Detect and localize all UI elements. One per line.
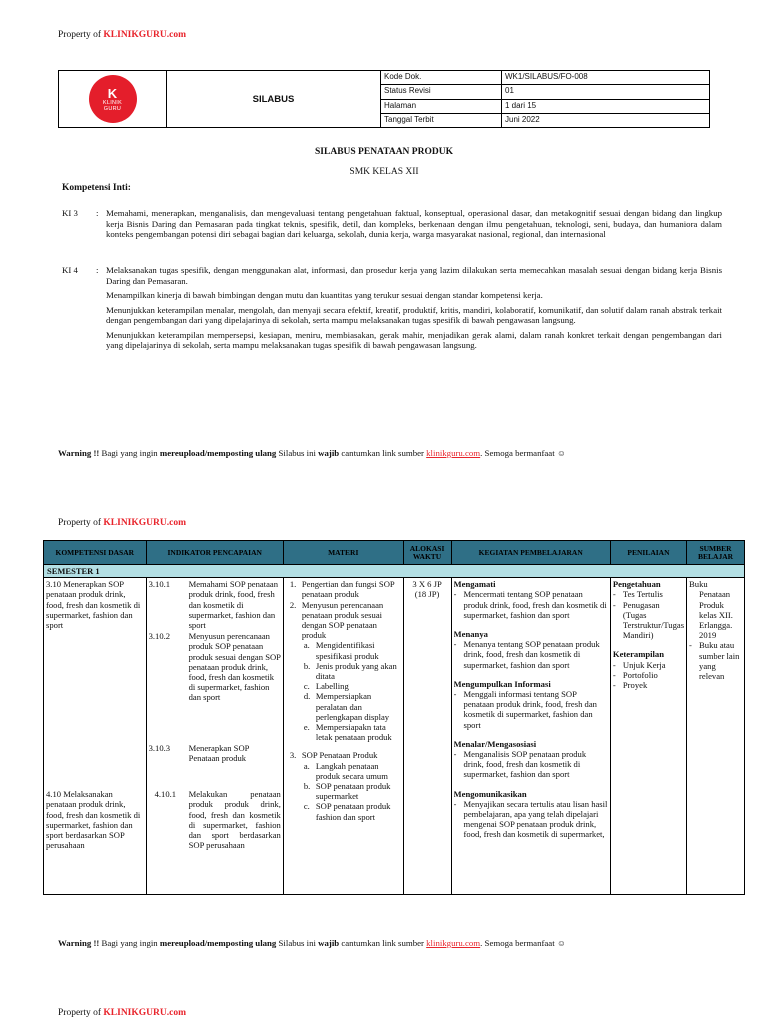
materi-subitem: b. Jenis produk yang akan ditata [303, 660, 397, 682]
penilaian-item: - Proyek [612, 680, 648, 691]
meta-key: Status Revisi [381, 85, 502, 98]
property-line-middle: Property of KLINIKGURU.com [58, 518, 186, 528]
meta-value: WK1/SILABUS/FO-008 [505, 72, 588, 81]
materi-subitem: d. Mempersiapkan peralatan dan perlengkapan display [303, 691, 390, 722]
sumber-item: Penataan Produk kelas XII. Erlangga. 2019 [699, 589, 733, 641]
penilaian-item: - Penugasan (Tugas Terstruktur/Tugas Mandiri) [612, 599, 685, 641]
document-header [58, 70, 710, 128]
klinikguru-logo: K KLINIK GURU [89, 75, 137, 123]
materi-subitem: c. SOP penataan produk fashion dan sport [303, 801, 391, 822]
alokasi-value: 3 X 6 JP [412, 579, 442, 590]
sumber-item: - Buku atau sumber lain yang relevan [689, 640, 740, 682]
property-line-bottom: Property of KLINIKGURU.com [58, 1008, 186, 1018]
materi-item: 3. SOP Penataan Produk [289, 750, 378, 761]
kegiatan-heading: Menalar/Mengasosiasi [453, 738, 537, 749]
meta-key: Tanggal Terbit [381, 114, 502, 127]
warning-line: Warning !! Bagi yang ingin mereupload/memposting ulang Silabus ini wajib cantumkan link sumber klinikguru.com. Semoga bermanfaat ☺ [58, 938, 566, 948]
header-meta [381, 71, 709, 127]
alokasi-value: (18 JP) [414, 589, 440, 600]
ip-item: 4.10.1 Melakukan penataan produk produk drink, food, fresh dan kosmetik di supermarket, fashion dan sport berdasarkan SOP perusahaan [154, 789, 281, 851]
semester-row: SEMESTER 1 [44, 565, 745, 578]
col-header: KOMPETENSI DASAR [44, 541, 147, 565]
source-link[interactable]: klinikguru.com [426, 938, 481, 948]
meta-value: 01 [505, 86, 514, 96]
materi-subitem: a. Langkah penataan produk secara umum [303, 760, 388, 781]
kegiatan-heading: Mengamati [453, 579, 496, 590]
penilaian-item: - Portofolio [612, 669, 658, 680]
table-row [44, 578, 745, 895]
logo-cell [59, 71, 167, 127]
property-line-top: Property of KLINIKGURU.com [58, 30, 186, 40]
kd-item: 4.10 Melaksanakan penataan produk drink, food, fresh dan kosmetik di supermarket, fashion dan sport berdasarkan SOP perusahaan [46, 789, 141, 851]
ki-label: KI 4 [62, 265, 78, 275]
meta-key: Halaman [381, 100, 502, 113]
ki-paragraph: Menampilkan kinerja di bawah bimbingan dengan mutu dan kuantitas yang terukur sesuai dengan standar kompetensi kerja. [106, 290, 543, 300]
meta-value: Juni 2022 [505, 114, 540, 124]
materi-subitem: a. Mengidentifikasi spesifikasi produk [303, 640, 379, 661]
kegiatan-item: - Mencermati tentang SOP penataan produk drink, food, fresh dan kosmetik di supermarket, fashion dan sport [453, 589, 607, 620]
source-link[interactable]: klinikguru.com [426, 448, 481, 458]
col-header: SUMBER BELAJAR [687, 541, 745, 565]
materi-subitem: c. Labelling [303, 681, 349, 692]
kegiatan-item: - Menganalisis SOP penataan produk drink, food, fresh dan kosmetik di supermarket, fashion dan sport [453, 749, 587, 780]
meta-key: Kode Dok. [381, 71, 502, 84]
col-header: PENILAIAN [610, 541, 686, 565]
ki-paragraph: Menunjukkan keterampilan mempersepsi, kesiapan, meniru, membiasakan, gerak mahir, menjadikan gerak alami, dalam ranah konkret terkait dengan pengembangan dari yang dipelajarinya di sekolah, serta mampu melaksanakan tugas spesifik di bawah pengawasan langsung. [106, 329, 722, 350]
col-header: ALOKASI WAKTU [403, 541, 451, 565]
ki-4-block: KI 4 : Melaksanakan tugas spesifik, dengan menggunakan alat, informasi, dan prosedur kerja yang lazim dilakukan serta memecahkan masalah sesuai dengan bidang kerja Bisnis Daring dan Pemasaran. Menampilkan kinerja di bawah bimbingan dengan mutu dan kuantitas yang terukur sesuai dengan standar kompetensi kerja. Menunjukkan keterampilan menalar, mengolah, dan menyaji secara efektif, kreatif, produktif, kritis, mandiri, kolaboratif, komunikatif, dan solutif dalam ranah abstrak terkait dengan pengembangan dari yang dipelajarinya di sekolah, serta mampu melaksanakan tugas spesifik di bawah pengawasan langsung. Menunjukkan keterampilan mempersepsi, kesiapan, meniru, membiasakan, gerak mahir, menjadikan gerak alami, dalam ranah konkret terkait dengan pengembangan dari yang dipelajarinya di sekolah, serta mampu melaksanakan tugas spesifik di bawah pengawasan langsung. [62, 265, 722, 350]
col-header: INDIKATOR PENCAPAIAN [146, 541, 283, 565]
document-title: SILABUS PENATAAN PRODUK [315, 147, 453, 157]
meta-value: 1 dari 15 [505, 100, 537, 110]
ki-paragraph: Melaksanakan tugas spesifik, dengan menggunakan alat, informasi, dan prosedur kerja yang lazim dilakukan serta memecahkan masalah sesuai dengan bidang kerja Bisnis Daring dan Pemasaran. [106, 265, 722, 286]
header-title: SILABUS [167, 71, 381, 127]
kegiatan-item: - Menyajikan secara tertulis atau lisan hasil pembelajaran, apa yang telah dipelajari mengenai SOP penataan produk drink, food, fresh dan kosmetik di supermarket, [453, 798, 608, 840]
penilaian-item: - Tes Tertulis [612, 589, 663, 600]
document-subtitle: SMK KELAS XII [349, 167, 419, 177]
ip-item: 3.10.2 Menyusun perencanaan produk SOP penataan produk sesuai dengan SOP penataan produk drink, food, fresh dan kosmetik di supermarket, fashion dan sport [148, 631, 281, 703]
kegiatan-item: - Menggali informasi tentang SOP penataan produk drink, food, fresh dan kosmetik di supermarket, fashion dan sport [453, 689, 597, 730]
warning-line: Warning !! Bagi yang ingin mereupload/memposting ulang Silabus ini wajib cantumkan link sumber klinikguru.com. Semoga bermanfaat ☺ [58, 448, 566, 458]
ki-paragraph: Memahami, menerapkan, menganalisis, dan mengevaluasi tentang pengetahuan faktual, konseptual, operasional dasar, dan metakognitif sesuai dengan bidang dan lingkup kerja Bisnis Daring dan Pemasaran pada tingkat teknis, spesifik, detil, dan kompleks, berkenaan dengan ilmu pengetahuan, teknologi, seni, budaya, dan humaniora dalam konteks pengembangan potensi diri sebagai bagian dari keluarga, sekolah, dunia kerja, warga masyarakat nasional, regional, dan internasional [106, 208, 722, 239]
penilaian-item: - Unjuk Kerja [612, 659, 666, 670]
materi-item: 2. Menyusun perencanaan penataan produk sesuai dengan SOP penataan produk [289, 599, 384, 641]
materi-item: 1. Pengertian dan fungsi SOP penataan produk [289, 579, 395, 600]
ki-paragraph: Menunjukkan keterampilan menalar, mengolah, dan menyaji secara efektif, kreatif, produktif, kritis, mandiri, kolaboratif, komunikatif, dan solutif dalam ranah abstrak terkait dengan pengembangan dari yang dipelajarinya di sekolah, serta mampu melaksanakan tugas spesifik di bawah pengawasan langsung. [106, 304, 722, 325]
col-header: MATERI [283, 541, 403, 565]
syllabus-table [43, 540, 745, 895]
ip-item: 3.10.3 Menerapkan SOP Penataan produk [148, 743, 250, 764]
kd-item: 3.10 Menerapkan SOP penataan produk drink, food, fresh dan kosmetik di supermarket, fashion dan sport [46, 579, 141, 631]
kegiatan-heading: Mengumpulkan Informasi [453, 678, 551, 689]
ki-heading: Kompetensi Inti: [62, 183, 131, 193]
col-header: KEGIATAN PEMBELAJARAN [451, 541, 610, 565]
kegiatan-heading: Mengomunikasikan [453, 788, 527, 799]
ki-label: KI 3 [62, 208, 78, 218]
kegiatan-item: - Menanya tentang SOP penataan produk drink, food, fresh dan kosmetik di supermarket, fashion dan sport [453, 639, 600, 670]
ki-3-block: KI 3 : Memahami, menerapkan, menganalisis, dan mengevaluasi tentang pengetahuan faktual, konseptual, operasional dasar, dan metakognitif sesuai dengan bidang dan lingkup kerja Bisnis Daring dan Pemasaran pada tingkat teknis, spesifik, detil, dan kompleks, berkenaan dengan ilmu pengetahuan, teknologi, seni, budaya, dan humaniora dalam konteks pengembangan potensi diri sebagai bagian dari keluarga, sekolah, dunia kerja, warga masyarakat nasional, regional, dan internasional [62, 208, 722, 239]
penilaian-heading: Pengetahuan [612, 579, 661, 590]
sumber-item: Buku [689, 579, 708, 590]
penilaian-heading: Keterampilan [612, 649, 664, 660]
materi-subitem: e. Mempersiapakn tata letak penataan produk [303, 722, 392, 743]
ip-item: 3.10.1 Memahami SOP penataan produk drink, food, fresh dan kosmetik di supermarket, fashion dan sport [148, 579, 278, 631]
materi-subitem: b. SOP penataan produk supermarket [303, 781, 391, 802]
kegiatan-heading: Menanya [453, 629, 488, 640]
